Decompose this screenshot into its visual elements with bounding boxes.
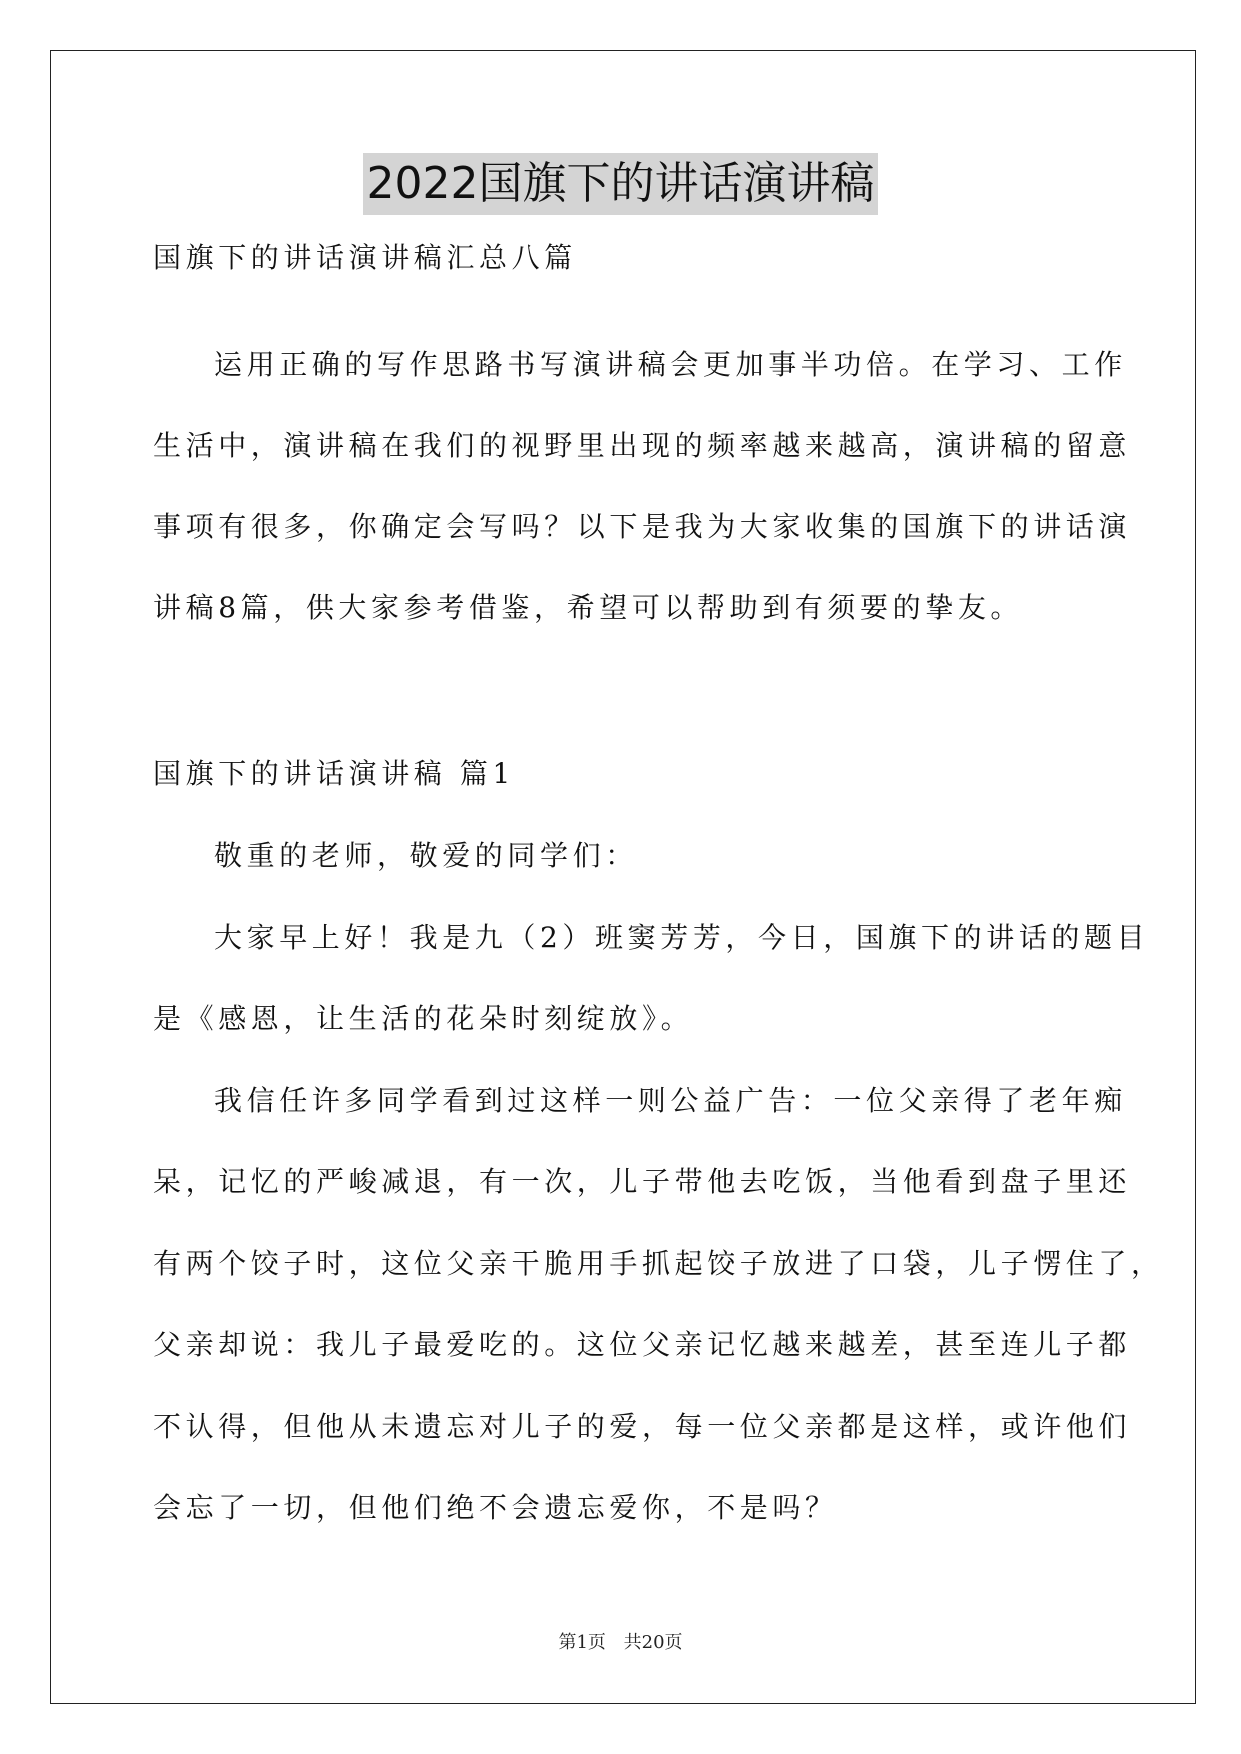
- intro-line-4: 讲稿8篇，供大家参考借鉴，希望可以帮助到有须要的挚友。: [153, 591, 1024, 624]
- body-line-6: 有两个饺子时，这位父亲干脆用手抓起饺子放进了口袋，儿子愣住了，: [153, 1247, 1164, 1280]
- intro-line-2: 生活中，演讲稿在我们的视野里出现的频率越来越高，演讲稿的留意: [153, 429, 1132, 462]
- page-border: [50, 50, 1196, 1704]
- body-line-4: 我信任许多同学看到过这样一则公益广告：一位父亲得了老年痴: [214, 1084, 1127, 1117]
- page-total: 共20页: [623, 1632, 683, 1653]
- section-heading: 国旗下的讲话演讲稿 篇1: [153, 757, 515, 790]
- intro-line-1: 运用正确的写作思路书写演讲稿会更加事半功倍。在学习、工作: [214, 348, 1127, 381]
- document-title: 2022国旗下的讲话演讲稿: [363, 153, 879, 215]
- intro-line-3: 事项有很多，你确定会写吗？以下是我为大家收集的国旗下的讲话演: [153, 510, 1132, 543]
- title-wrapper: [0, 153, 1241, 215]
- body-line-5: 呆，记忆的严峻减退，有一次，儿子带他去吃饭，当他看到盘子里还: [153, 1165, 1132, 1198]
- document-subtitle: 国旗下的讲话演讲稿汇总八篇: [153, 241, 577, 274]
- body-line-2: 大家早上好！我是九（2）班窦芳芳，今日，国旗下的讲话的题目: [214, 921, 1150, 954]
- body-line-3: 是《感恩，让生活的花朵时刻绽放》。: [153, 1002, 694, 1035]
- body-line-8: 不认得，但他从未遗忘对儿子的爱，每一位父亲都是这样，或许他们: [153, 1410, 1132, 1443]
- body-line-1: 敬重的老师，敬爱的同学们：: [214, 839, 638, 872]
- body-line-7: 父亲却说：我儿子最爱吃的。这位父亲记忆越来越差，甚至连儿子都: [153, 1328, 1132, 1361]
- page-footer: [0, 1631, 1241, 1655]
- body-line-9: 会忘了一切，但他们绝不会遗忘爱你，不是吗？: [153, 1491, 838, 1524]
- page-number: 第1页: [558, 1632, 606, 1653]
